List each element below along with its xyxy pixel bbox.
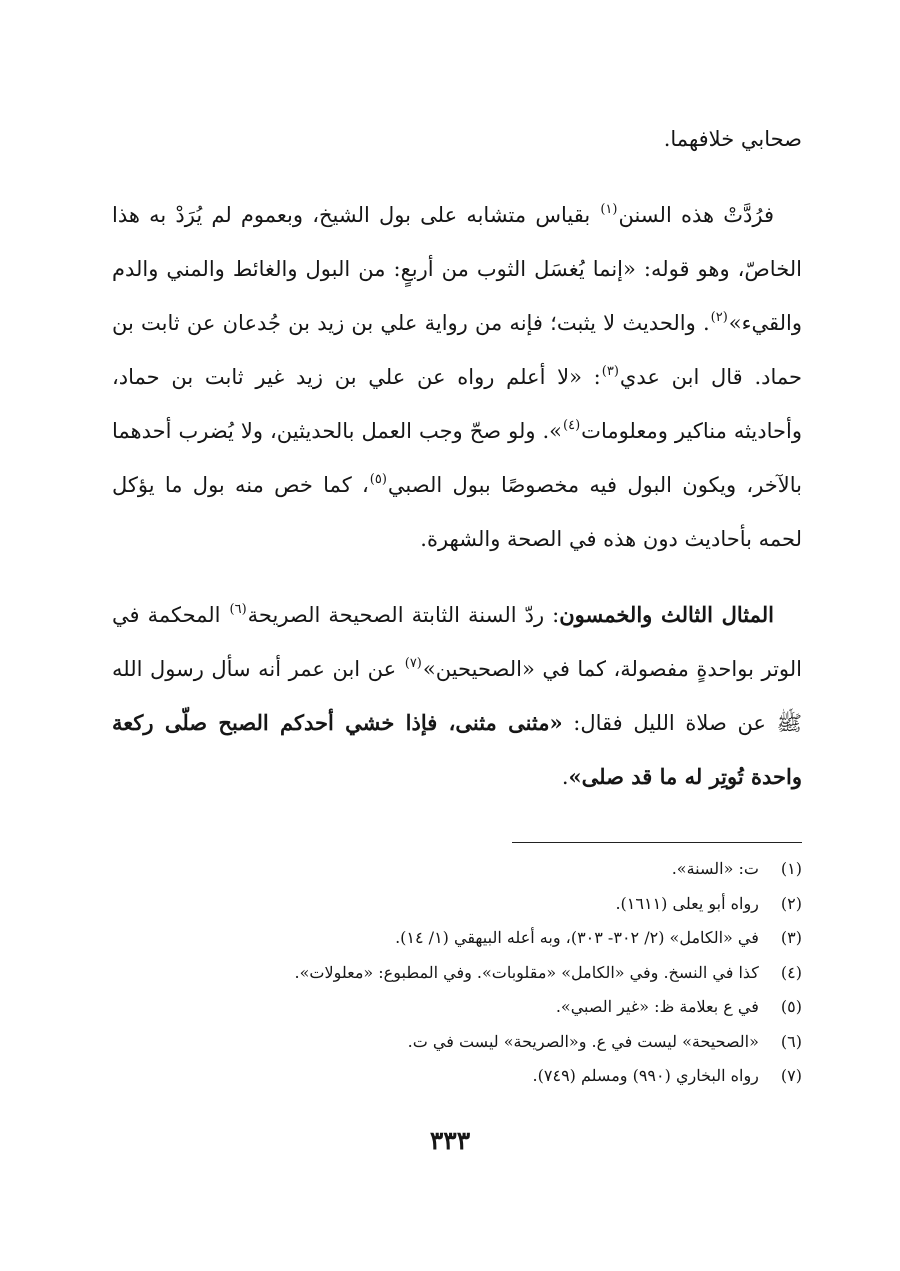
- paragraph-sunan-rejection: [112, 188, 802, 566]
- footnote-item: [112, 1025, 802, 1060]
- footnote-ref-7: (٧): [404, 656, 422, 671]
- footnote-number: (٥): [780, 997, 802, 1016]
- text-run: : «لا أعلم رواه عن علي بن زيد غير ثابت بن حماد، وأحاديثه مناكير ومعلومات: [112, 365, 802, 443]
- footnotes-list: [112, 852, 802, 1094]
- footnote-ref-3: (٣): [601, 364, 619, 379]
- footnote-text: في ع بعلامة ظ: «غير الصبي».: [555, 997, 759, 1016]
- footnote-text: في «الكامل» (٢/ ٣٠٢- ٣٠٣)، وبه أعله البيهقي (١/ ١٤).: [395, 928, 759, 947]
- footnote-text: ت: «السنة».: [671, 859, 759, 878]
- text-run: : ردّ السنة الثابتة الصحيحة الصريحة: [247, 603, 560, 627]
- footnote-ref-4: (٤): [563, 418, 581, 433]
- text-run: .: [561, 765, 569, 789]
- footnote-item: [112, 887, 802, 922]
- footnote-item: [112, 956, 802, 991]
- footnote-text: رواه البخاري (٩٩٠) ومسلم (٧٤٩).: [532, 1066, 759, 1085]
- hadith-quote: «مثنى مثنى، فإذا خشي أحدكم الصبح صلّى ركعة واحدة تُوتِر له ما قد صلى»: [112, 710, 802, 789]
- footnote-item: [112, 990, 802, 1025]
- footnote-separator: [512, 842, 802, 843]
- text-run: بقياس متشابه على بول الشيخ، وبعموم لم يُرَدْ به هذا الخاصّ، وهو قوله: «إنما يُغسَل الثوب من أربعٍ: من البول والغائط والمني والدم والقيء»: [112, 203, 802, 335]
- footnote-number: (٦): [780, 1031, 802, 1051]
- footnote-number: (٢): [780, 893, 802, 913]
- text-run: عن ابن عمر أنه سأل رسول الله ﷺ عن صلاة الليل فقال:: [112, 657, 802, 735]
- footnote-ref-2: (٢): [710, 310, 728, 325]
- footnote-ref-6: (٦): [229, 602, 247, 617]
- page-number: ٣٣٣: [429, 1126, 471, 1155]
- footnote-number: (٣): [780, 928, 802, 947]
- footnote-number: (٤): [780, 962, 802, 982]
- footnote-ref-5: (٥): [369, 472, 387, 487]
- footnote-item: [112, 921, 802, 956]
- text-run: ، كما خص منه بول ما يؤكل لحمه بأحاديث دون هذه في الصحة والشهرة.: [112, 473, 802, 551]
- footnote-item: [112, 1059, 802, 1094]
- footnote-text: رواه أبو يعلى (١٦١١).: [615, 893, 759, 913]
- main-text: [112, 112, 802, 804]
- text-run: . والحديث لا يثبت؛ فإنه من رواية علي بن زيد بن جُدعان عن ثابت بن حماد. قال ابن عدي: [112, 311, 802, 389]
- footnote-text: «الصحيحة» ليست في ع. و«الصريحة» ليست في ت.: [407, 1031, 759, 1051]
- paragraph-example-53: [112, 588, 802, 804]
- paragraph-continuation: صحابي خلافهما.: [663, 127, 802, 151]
- footnote-number: (١): [780, 859, 802, 878]
- footnote-ref-1: (١): [600, 202, 618, 217]
- text-run: المحكمة في الوتر بواحدةٍ مفصولة، كما في «الصحيحين»: [112, 603, 802, 681]
- example-heading: المثال الثالث والخمسون: [559, 602, 774, 627]
- footnote-text: كذا في النسخ. وفي «الكامل» «مقلوبات». وفي المطبوع: «معلولات».: [294, 962, 759, 982]
- footnote-item: [112, 852, 802, 887]
- text-run: ». ولو صحّ وجب العمل بالحديثين، ولا يُضرب أحدهما بالآخر، ويكون البول فيه مخصوصًا ببول الصبي: [112, 419, 802, 497]
- footnote-number: (٧): [780, 1066, 802, 1085]
- text-run: فرُدَّتْ هذه السنن: [618, 203, 774, 227]
